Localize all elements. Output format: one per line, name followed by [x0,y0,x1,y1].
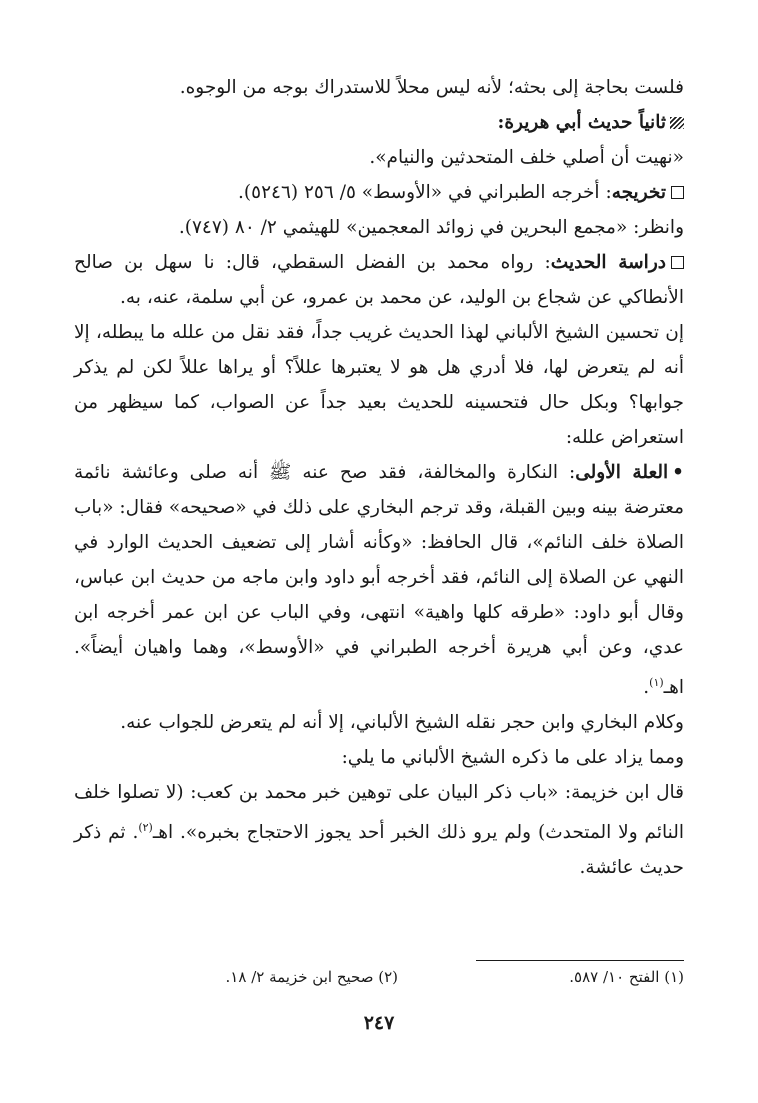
footnote-ref-1: (١) [649,676,664,689]
first-defect-paragraph: •العلة الأولى: النكارة والمخالفة، فقد صح عنه ﷺ أنه صلى وعائشة نائمة معترضة بينه وبين القبلة، وقد ترجم البخاري على ذلك في «صحيحه» فقال: «باب الصلاة خلف النائم»، قال الحافظ: «وكأنه أشار إلى تضعيف الحديث الوارد في النهي عن الصلاة إلى النائم، فقد أخرجه أبو داود وابن ماجه من حديث ابن عباس، وقال أبو داود: «طرقه كلها واهية» انتهى، وفي الباب عن ابن عمر أخرجه ابن عدي، وعن أبي هريرة أخرجه الطبراني في «الأوسط»، وهما واهيان أيضاً». اهـ$^{(١)}$. [74,462,684,699]
first-defect-text: : النكارة والمخالفة، فقد صح عنه ﷺ أنه صلى وعائشة نائمة معترضة بينه وبين القبلة، وقد ترجم البخاري على ذلك في «صحيحه» فقال: «باب الصلاة خلف النائم»، قال الحافظ: «وكأنه أشار إلى تضعيف الحديث الوارد في النهي عن الصلاة إلى النائم، فقد أخرجه أبو داود وابن ماجه من حديث ابن عباس، وقال أبو داود: «طرقه كلها واهية» انتهى، وفي الباب عن ابن عمر أخرجه ابن عدي، وعن أبي هريرة أخرجه الطبراني في «الأوسط»، وهما واهيان أيضاً». اهـ [74,462,684,699]
reference-paragraph: وانظر: «مجمع البحرين في زوائد المعجمين» للهيثمي ٢/ ٨٠ (٧٤٧). [178,217,684,238]
takhrij-label: تخريجه [611,182,666,203]
feather-icon [670,117,684,129]
takhrij-text: : أخرجه الطبراني في «الأوسط» ٥/ ٢٥٦ (٥٢٤٦). [238,182,612,203]
bullet-dot-icon: • [672,462,684,483]
study-text: : رواه محمد بن الفضل السقطي، قال: نا سهل بن صالح الأنطاكي عن شجاع بن الوليد، عن محمد بن عمرو، عن أبي سلمة، عنه، به. [74,252,684,308]
footnote-2: (٢) صحيح ابن خزيمة ٢/ ١٨. [225,968,398,986]
paragraph-1: فلست بحاجة إلى بحثه؛ لأنه ليس محلاً للاستدراك بوجه من الوجوه. [179,77,684,98]
square-bullet-icon [671,256,684,269]
footnote-divider [476,960,684,961]
study-label: دراسة الحديث [550,252,666,273]
section-heading [74,105,684,140]
hadith-text: «نهيت أن أصلي خلف المتحدثين والنيام». [369,147,684,168]
footnote-ref-2: (٢) [138,821,153,835]
first-defect-label: العلة الأولى [575,462,669,483]
section-heading-text: ثانياً حديث أبي هريرة: [497,112,666,133]
page-body [74,70,684,885]
discussion-paragraph: إن تحسين الشيخ الألباني لهذا الحديث غريب جداً، فقد نقل من علله ما يبطله، إلا أنه لم يتعرض لها، فلا أدري هل هو لا يعتبرها عللاً؟ أو يراها عللاً لكن لم يذكر جوابها؟ وبكل حال فتحسينه للحديث بعيد جداً عن الصواب، كما سيظهر من استعراض علله: [74,322,684,448]
ibn-khuzaymah-end: . ثم ذكر حديث عائشة. [74,822,684,879]
study-paragraph [74,245,684,315]
footnote-1: (١) الفتح ١٠/ ٥٨٧. [569,968,684,986]
paragraph-additions: ومما يزاد على ما ذكره الشيخ الألباني ما يلي: [341,747,684,769]
takhrij-paragraph [74,175,684,210]
square-bullet-icon [671,186,684,199]
page-number: ٢٤٧ [363,1012,395,1034]
paragraph-ibn-khuzaymah [74,775,684,885]
ibn-khuzaymah-text: قال ابن خزيمة: «باب ذكر البيان على توهين خبر محمد بن كعب: (لا تصلوا خلف النائم ولا المتحدث) ولم يرو ذلك الخبر أحد يجوز الاحتجاج بخبره». اهـ [74,782,684,844]
paragraph-bukhari: وكلام البخاري وابن حجر نقله الشيخ الألباني، إلا أنه لم يتعرض للجواب عنه. [120,712,684,734]
